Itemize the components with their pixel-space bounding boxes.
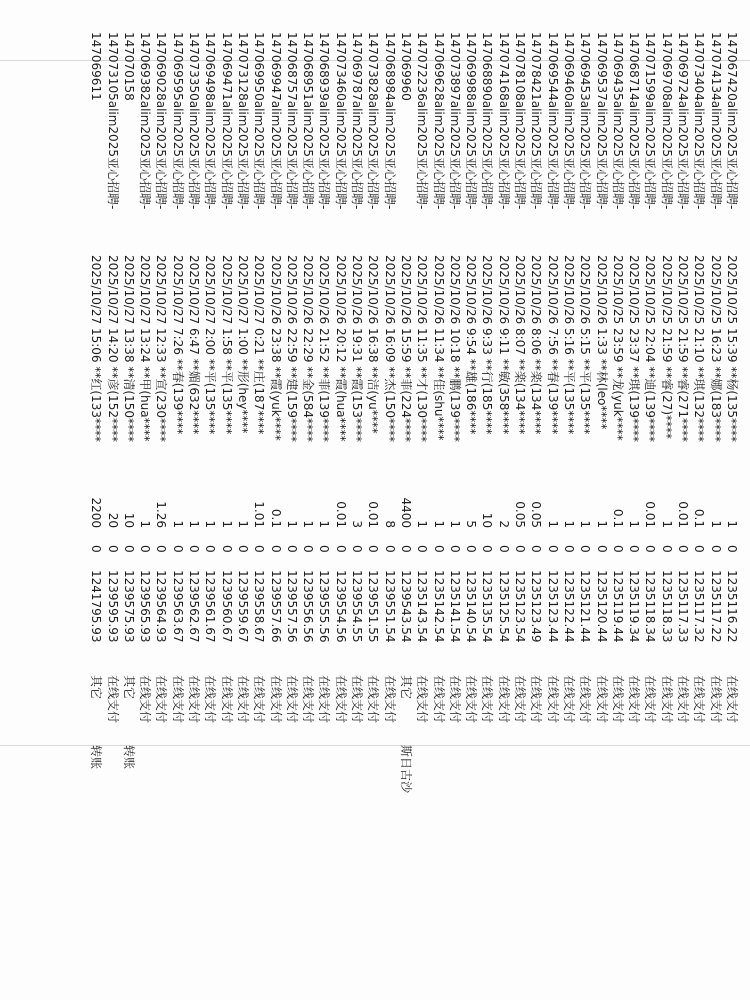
- table-row: [724, 0, 740, 1000]
- payment-type: 在线支付: [676, 675, 691, 724]
- fee: 0: [643, 545, 658, 553]
- transaction-time-payer: 2025/10/25 21:59 **睿(27)****: [659, 255, 674, 440]
- remark: 转账: [89, 745, 104, 770]
- table-row: [202, 0, 218, 1000]
- transaction-time-payer: 2025/10/26 1:33 **林(leo****: [594, 255, 609, 430]
- amount: 0.05: [513, 501, 528, 528]
- transaction-time-payer: 2025/10/26 9:11 **敏(358****: [496, 255, 511, 435]
- balance: 1235120.44: [594, 570, 609, 643]
- payment-type: 在线支付: [643, 675, 658, 724]
- transaction-id: 147069537alim2025亚心招聘-: [594, 32, 609, 210]
- table-row: [349, 0, 365, 1000]
- transaction-time-payer: 2025/10/27 1:58 **平(135****: [219, 255, 234, 435]
- balance: 1235118.33: [659, 570, 674, 643]
- transaction-id: 147069628alim2025亚心招聘-: [431, 32, 446, 210]
- transaction-time-payer: 2025/10/26 16:38 **洁(yu****: [366, 255, 381, 434]
- balance: 1239562.67: [187, 570, 202, 643]
- amount: 1: [562, 520, 576, 528]
- table-row: [300, 0, 316, 1000]
- fee: 0: [284, 545, 299, 553]
- payment-type: 在线支付: [105, 675, 120, 724]
- transaction-id: 147069460alim2025亚心招聘-: [562, 32, 576, 210]
- amount: 1: [219, 520, 234, 528]
- transaction-id: 147071599alim2025亚心招聘-: [643, 32, 658, 210]
- amount: 1: [203, 520, 218, 528]
- payment-type: 在线支付: [464, 675, 479, 724]
- transaction-time-payer: 2025/10/27 1:00 **形(hey****: [236, 255, 250, 434]
- transaction-id: 147073404alim2025亚心招聘-: [692, 32, 707, 210]
- transaction-time-payer: 2025/10/26 19:31 **霞(153****: [350, 255, 365, 442]
- amount: 10: [480, 512, 495, 528]
- remark: 斯日古沙: [399, 745, 413, 794]
- payment-type: 在线支付: [610, 675, 625, 724]
- balance: 1239595.93: [105, 570, 120, 643]
- transaction-id: 147067420alim2025亚心招聘-: [725, 32, 739, 210]
- balance: 1235125.54: [496, 570, 511, 643]
- transaction-time-payer: 2025/10/25 15:39 **杨(135****: [725, 255, 739, 442]
- amount: 1.26: [154, 501, 169, 528]
- transaction-id: 147069453alim2025亚心招聘-: [578, 32, 593, 210]
- transaction-id: 147073460alim2025亚心招聘-: [333, 32, 348, 210]
- transaction-time-payer: 2025/10/27 12:33 **宣(230****: [154, 255, 169, 442]
- table-row: [479, 0, 495, 1000]
- transaction-time-payer: 2025/10/26 9:54 **雄(186****: [464, 255, 479, 435]
- balance: 1235117.32: [692, 570, 707, 643]
- table-row: [267, 0, 283, 1000]
- transaction-id: 147069960: [399, 32, 413, 101]
- fee: 0: [725, 545, 739, 553]
- transaction-time-payer: 2025/10/25 16:23 **娜(183****: [708, 255, 723, 442]
- transaction-id: 147068890alim2025亚心招聘-: [480, 32, 495, 210]
- balance: 1239551.55: [366, 570, 381, 643]
- balance: 1239564.93: [154, 570, 169, 643]
- amount: 0.01: [676, 501, 691, 528]
- amount: 1: [725, 520, 739, 528]
- payment-type: 在线支付: [170, 675, 185, 724]
- fee: 0: [399, 545, 413, 553]
- transaction-id: 147073897alim2025亚心招聘-: [447, 32, 462, 210]
- balance: 1235116.22: [725, 570, 739, 643]
- payment-type: 在线支付: [578, 675, 593, 724]
- balance: 1239551.54: [382, 570, 397, 643]
- transaction-id: 147069724alim2025亚心招聘-: [676, 32, 691, 210]
- balance: 1235123.49: [529, 570, 544, 643]
- amount: 0.01: [333, 501, 348, 528]
- payment-type: 在线支付: [219, 675, 234, 724]
- amount: 8: [382, 520, 397, 528]
- table-row: [381, 0, 397, 1000]
- payment-type: 在线支付: [252, 675, 267, 724]
- fee: 0: [676, 545, 691, 553]
- fee: 0: [219, 545, 234, 553]
- fee: 0: [105, 545, 120, 553]
- fee: 0: [480, 545, 495, 553]
- table-row: [577, 0, 593, 1000]
- payment-type: 在线支付: [268, 675, 283, 724]
- payment-type: 在线支付: [562, 675, 576, 724]
- table-row: [186, 0, 202, 1000]
- fee: 0: [252, 545, 267, 553]
- transaction-time-payer: 2025/10/26 11:34 **佳(shu****: [431, 255, 446, 441]
- table-row: [218, 0, 234, 1000]
- table-row: [414, 0, 430, 1000]
- transaction-time-payer: 2025/10/27 2:00 **平(135****: [203, 255, 218, 435]
- table-row: [365, 0, 381, 1000]
- transaction-time-payer: 2025/10/25 23:37 **琪(139****: [627, 255, 642, 442]
- table-row: [528, 0, 544, 1000]
- fee: 0: [708, 545, 723, 553]
- amount: 1: [708, 520, 723, 528]
- payment-type: 在线支付: [513, 675, 528, 724]
- fee: 0: [121, 545, 136, 553]
- transaction-id: 147068757alim2025亚心招聘-: [284, 32, 299, 210]
- table-row: [447, 0, 463, 1000]
- payment-type: 在线支付: [382, 675, 397, 724]
- fee: 0: [610, 545, 625, 553]
- amount: 0.1: [268, 508, 283, 528]
- table-row: [104, 0, 120, 1000]
- transaction-id: 147069471alim2025亚心招聘-: [219, 32, 234, 210]
- transaction-time-payer: 2025/10/27 13:24 **甲(hua****: [138, 255, 153, 442]
- payment-type: 在线支付: [594, 675, 609, 724]
- amount: 1: [578, 520, 593, 528]
- transaction-time-payer: 2025/10/27 7:26 **春(139****: [170, 255, 185, 435]
- payment-type: 在线支付: [138, 675, 153, 724]
- transaction-id: 147069708alim2025亚心招聘-: [659, 32, 674, 210]
- fee: 0: [415, 545, 430, 553]
- table-row: [626, 0, 642, 1000]
- transaction-id: 147069435alim2025亚心招聘-: [610, 32, 625, 210]
- amount: 10: [121, 512, 136, 528]
- table-row: [610, 0, 626, 1000]
- transaction-time-payer: 2025/10/26 5:15 **平(135****: [578, 255, 593, 435]
- transaction-id: 147069498alim2025亚心招聘-: [203, 32, 218, 210]
- amount: 1: [627, 520, 642, 528]
- balance: 1235142.54: [431, 570, 446, 643]
- payment-type: 在线支付: [154, 675, 169, 724]
- transaction-time-payer: 2025/10/27 0:21 **庄(187****: [252, 255, 267, 435]
- transaction-time-payer: 2025/10/26 23:38 **霞(yuk****: [268, 255, 283, 441]
- transaction-id: 147070158: [121, 32, 136, 101]
- balance: 1235141.54: [447, 570, 462, 643]
- table-row: [251, 0, 267, 1000]
- transaction-id: 147069595alim2025亚心招聘-: [170, 32, 185, 210]
- transaction-id: 147078108alim2025亚心招聘-: [513, 32, 528, 210]
- table-row: [88, 0, 104, 1000]
- amount: 3: [350, 520, 365, 528]
- fee: 0: [268, 545, 283, 553]
- balance: 1241795.93: [89, 570, 104, 643]
- table-row: [430, 0, 446, 1000]
- fee: 0: [464, 545, 479, 553]
- fee: 0: [170, 545, 185, 553]
- amount: 1: [187, 520, 202, 528]
- table-row: [496, 0, 512, 1000]
- balance: 1239559.67: [236, 570, 250, 643]
- fee: 0: [545, 545, 560, 553]
- payment-type: 在线支付: [366, 675, 381, 724]
- fee: 0: [138, 545, 153, 553]
- table-row: [707, 0, 723, 1000]
- fee: 0: [659, 545, 674, 553]
- transaction-id: 147073828alim2025亚心招聘-: [366, 32, 381, 210]
- payment-type: 在线支付: [187, 675, 202, 724]
- balance: 1239558.67: [252, 570, 267, 643]
- amount: 5: [464, 520, 479, 528]
- balance: 1239543.54: [399, 570, 413, 643]
- transaction-time-payer: 2025/10/26 9:33 **行(185****: [480, 255, 495, 435]
- transaction-time-payer: 2025/10/26 7:56 **春(139****: [545, 255, 560, 435]
- transaction-time-payer: 2025/10/26 15:59 **菲(224****: [399, 255, 413, 442]
- fee: 0: [627, 545, 642, 553]
- payment-type: 在线支付: [545, 675, 560, 724]
- amount: 0.01: [366, 501, 381, 528]
- fee: 0: [431, 545, 446, 553]
- transaction-time-payer: 2025/10/25 21:10 **琪(132****: [692, 255, 707, 442]
- amount: 1: [594, 520, 609, 528]
- transaction-time-payer: 2025/10/26 11:35 **才(130****: [415, 255, 430, 442]
- payment-type: 在线支付: [496, 675, 511, 724]
- table-row: [675, 0, 691, 1000]
- payment-type: 在线支付: [350, 675, 365, 724]
- table-row: [235, 0, 251, 1000]
- payment-type: 在线支付: [447, 675, 462, 724]
- fee: 0: [301, 545, 316, 553]
- table-row: [544, 0, 560, 1000]
- table-row: [691, 0, 707, 1000]
- table-row: [659, 0, 675, 1000]
- amount: 2: [496, 520, 511, 528]
- fee: 0: [496, 545, 511, 553]
- table-row: [398, 0, 414, 1000]
- balance: 1239575.93: [121, 570, 136, 643]
- transaction-id: 147072236alim2025亚心招聘-: [415, 32, 430, 210]
- fee: 0: [350, 545, 365, 553]
- amount: 0.01: [643, 501, 658, 528]
- payment-type: 在线支付: [725, 675, 739, 724]
- transaction-time-payer: 2025/10/25 23:59 **龙(yuk****: [610, 255, 625, 441]
- fee: 0: [89, 545, 104, 553]
- table-row: [333, 0, 349, 1000]
- transaction-time-payer: 2025/10/26 21:52 **菲(139****: [317, 255, 332, 442]
- payment-type: 在线支付: [415, 675, 430, 724]
- transaction-time-payer: 2025/10/26 10:18 **鹏(139****: [447, 255, 462, 442]
- transaction-time-payer: 2025/10/25 22:04 **迪(139****: [643, 255, 658, 442]
- transaction-time-payer: 2025/10/27 6:47 **媚(632****: [187, 255, 202, 435]
- balance: 1239556.56: [301, 570, 316, 643]
- balance: 1235135.54: [480, 570, 495, 643]
- transaction-id: 147069988alim2025亚心招聘-: [464, 32, 479, 210]
- table-row: [316, 0, 332, 1000]
- transaction-id: 147074134alim2025亚心招聘-: [708, 32, 723, 210]
- balance: 1239557.66: [268, 570, 283, 643]
- transaction-id: 147074168alim2025亚心招聘-: [496, 32, 511, 210]
- amount: 20: [105, 512, 120, 528]
- table-row: [463, 0, 479, 1000]
- transaction-time-payer: 2025/10/26 22:29 **金(584****: [301, 255, 316, 442]
- fee: 0: [594, 545, 609, 553]
- fee: 0: [154, 545, 169, 553]
- fee: 0: [382, 545, 397, 553]
- fee: 0: [317, 545, 332, 553]
- payment-type: 在线支付: [203, 675, 218, 724]
- fee: 0: [333, 545, 348, 553]
- transaction-time-payer: 2025/10/27 13:38 **清(150****: [121, 255, 136, 442]
- fee: 0: [447, 545, 462, 553]
- balance: 1235123.54: [513, 570, 528, 643]
- payment-type: 在线支付: [301, 675, 316, 724]
- fee: 0: [203, 545, 218, 553]
- table-row: [284, 0, 300, 1000]
- transaction-time-payer: 2025/10/26 16:09 **杰(150****: [382, 255, 397, 442]
- transaction-time-payer: 2025/10/25 21:59 **睿(271****: [676, 255, 691, 442]
- table-row: [593, 0, 609, 1000]
- transaction-time-payer: 2025/10/26 8:06 **楽(134****: [529, 255, 544, 435]
- amount: 1: [317, 520, 332, 528]
- amount: 0.1: [610, 508, 625, 528]
- balance: 1235121.44: [578, 570, 593, 643]
- amount: 2200: [89, 497, 104, 528]
- balance: 1239560.67: [219, 570, 234, 643]
- amount: 1: [284, 520, 299, 528]
- transaction-time-payer: 2025/10/27 14:20 **彦(152****: [105, 255, 120, 442]
- fee: 0: [187, 545, 202, 553]
- balance: 1235140.54: [464, 570, 479, 643]
- amount: 4400: [399, 497, 413, 528]
- transaction-id: 147069028alim2025亚心招聘-: [154, 32, 169, 210]
- amount: 1: [447, 520, 462, 528]
- transaction-id: 147069950alim2025亚心招聘-: [252, 32, 267, 210]
- transaction-time-payer: 2025/10/26 8:07 **楽(134****: [513, 255, 528, 435]
- payment-type: 在线支付: [431, 675, 446, 724]
- amount: 1: [236, 520, 250, 528]
- balance: 1235117.33: [676, 570, 691, 643]
- payment-type: 在线支付: [480, 675, 495, 724]
- balance: 1235119.44: [610, 570, 625, 643]
- amount: 1: [659, 520, 674, 528]
- fee: 0: [562, 545, 576, 553]
- transaction-id: 147073128alim2025亚心招聘-: [236, 32, 250, 210]
- payment-type: 在线支付: [692, 675, 707, 724]
- balance: 1235117.22: [708, 570, 723, 643]
- transaction-time-payer: 2025/10/26 20:12 **霞(hua****: [333, 255, 348, 442]
- fee: 0: [513, 545, 528, 553]
- fee: 0: [366, 545, 381, 553]
- amount: 1: [431, 520, 446, 528]
- balance: 1239557.56: [284, 570, 299, 643]
- balance: 1239563.67: [170, 570, 185, 643]
- amount: 1.01: [252, 501, 267, 528]
- table-row: [512, 0, 528, 1000]
- transaction-id: 147078421alim2025亚心招聘-: [529, 32, 544, 210]
- transaction-time-payer: 2025/10/26 22:59 **建(159****: [284, 255, 299, 442]
- transaction-time-payer: 2025/10/27 15:06 **红(133****: [89, 255, 104, 442]
- payment-type: 其它: [121, 675, 136, 700]
- balance: 1239565.93: [138, 570, 153, 643]
- amount: 1: [138, 520, 153, 528]
- transaction-time-payer: 2025/10/26 5:16 **平(135****: [562, 255, 576, 435]
- payment-type: 其它: [89, 675, 104, 700]
- amount: 1: [545, 520, 560, 528]
- balance: 1239554.56: [333, 570, 348, 643]
- transaction-id: 147069611: [89, 32, 104, 101]
- transaction-id: 147073350alim2025亚心招聘-: [187, 32, 202, 210]
- payment-type: 在线支付: [529, 675, 544, 724]
- balance: 1239561.67: [203, 570, 218, 643]
- transaction-id: 147069544alim2025亚心招聘-: [545, 32, 560, 210]
- payment-type: 在线支付: [333, 675, 348, 724]
- remark: 转账: [121, 745, 136, 770]
- table-row: [153, 0, 169, 1000]
- payment-type: 在线支付: [236, 675, 250, 724]
- amount: 0.1: [692, 508, 707, 528]
- table-row: [561, 0, 577, 1000]
- payment-type: 在线支付: [627, 675, 642, 724]
- transaction-id: 147068984alim2025亚心招聘-: [382, 32, 397, 210]
- payment-type: 在线支付: [659, 675, 674, 724]
- fee: 0: [578, 545, 593, 553]
- table-row: [642, 0, 658, 1000]
- balance: 1235119.34: [627, 570, 642, 643]
- transaction-id: 147069787alim2025亚心招聘-: [350, 32, 365, 210]
- amount: 1: [170, 520, 185, 528]
- amount: 0.05: [529, 501, 544, 528]
- payment-type: 其它: [399, 675, 413, 700]
- transaction-id: 147068951alim2025亚心招聘-: [301, 32, 316, 210]
- amount: 1: [415, 520, 430, 528]
- transaction-id: 147069382alim2025亚心招聘-: [138, 32, 153, 210]
- transaction-id: 147068939alim2025亚心招聘-: [317, 32, 332, 210]
- table-row: [121, 0, 137, 1000]
- table-row: [137, 0, 153, 1000]
- payment-type: 在线支付: [284, 675, 299, 724]
- transaction-id: 147068714alim2025亚心招聘-: [627, 32, 642, 210]
- fee: 0: [529, 545, 544, 553]
- table-row: [170, 0, 186, 1000]
- balance: 1235123.44: [545, 570, 560, 643]
- balance: 1239554.55: [350, 570, 365, 643]
- balance: 1239555.56: [317, 570, 332, 643]
- balance: 1235118.34: [643, 570, 658, 643]
- fee: 0: [692, 545, 707, 553]
- payment-type: 在线支付: [708, 675, 723, 724]
- payment-type: 在线支付: [317, 675, 332, 724]
- transaction-id: 147069947alim2025亚心招聘-: [268, 32, 283, 210]
- transaction-id: 147073105alim2025亚心招聘-: [105, 32, 120, 210]
- fee: 0: [236, 545, 250, 553]
- amount: 1: [301, 520, 316, 528]
- balance: 1235143.54: [415, 570, 430, 643]
- balance: 1235122.44: [562, 570, 576, 643]
